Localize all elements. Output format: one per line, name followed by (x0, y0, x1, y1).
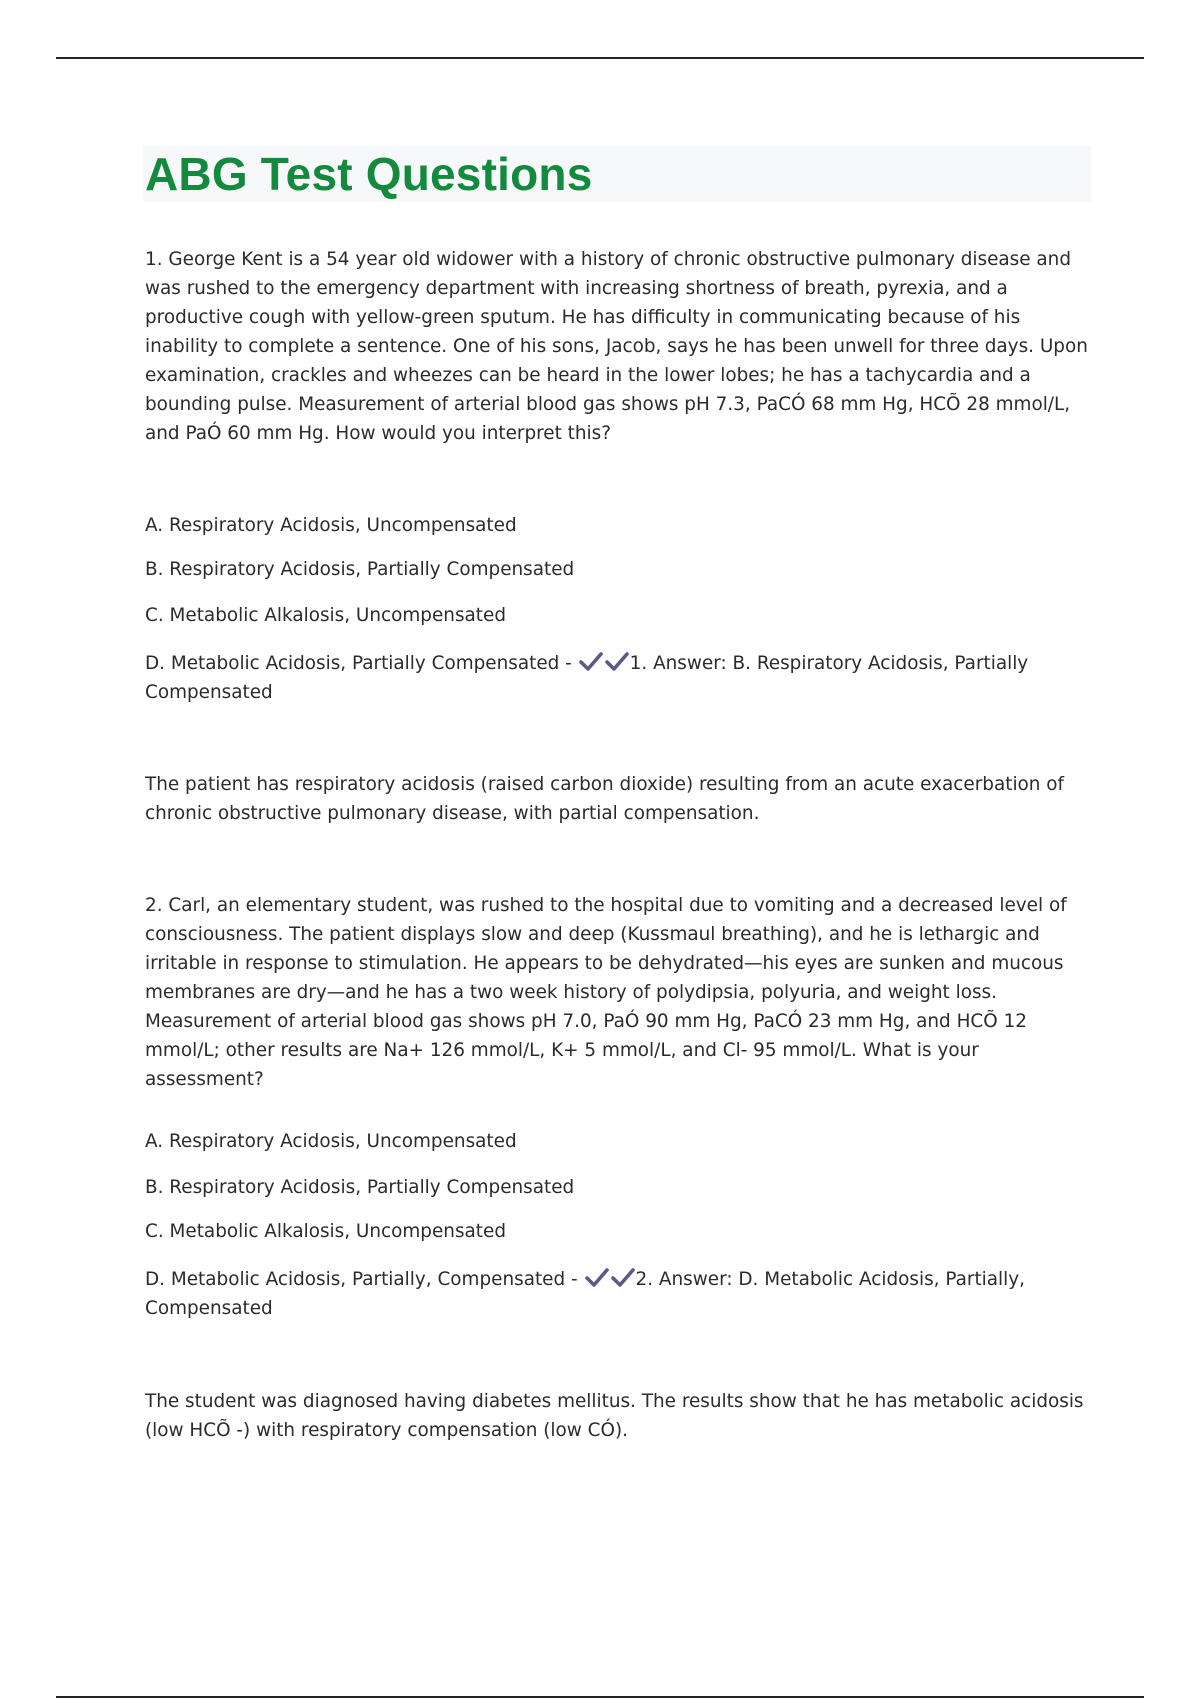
question-1-option-d-text: D. Metabolic Acidosis, Partially Compensated - (145, 653, 572, 674)
question-2-option-a: A. Respiratory Acidosis, Uncompensated (145, 1131, 517, 1152)
question-1-option-d (145, 649, 1095, 707)
question-2-answer: 2. Answer: D. Metabolic Acidosis, Partially, Compensated (145, 1269, 1025, 1319)
question-1-option-a: A. Respiratory Acidosis, Uncompensated (145, 515, 517, 536)
page-bottom-rule (56, 1696, 1144, 1698)
question-2-option-d-text: D. Metabolic Acidosis, Partially, Compensated - (145, 1269, 578, 1290)
check-icon (605, 651, 629, 673)
check-icon (579, 651, 603, 673)
question-1-stem: 1. George Kent is a 54 year old widower with a history of chronic obstructive pulmonary disease and was rushed to the emergency department with increasing shortness of breath, pyrexia, and a productive cough with yellow-green sputum. He has difficulty in communicating because of his inability to complete a sentence. One of his sons, Jacob, says he has been unwell for three days. Upon examination, crackles and wheezes can be heard in the lower lobes; he has a tachycardia and a bounding pulse. Measurement of arterial blood gas shows pH 7.3, PaCÓ 68 mm Hg, HCÕ 28 mmol/L, and PaÓ 60 mm Hg. How would you interpret this? (145, 249, 1088, 444)
check-icon (585, 1267, 609, 1289)
question-1-explanation: The patient has respiratory acidosis (raised carbon dioxide) resulting from an acute exacerbation of chronic obstructive pulmonary disease, with partial compensation. (145, 774, 1065, 824)
question-1-answer: 1. Answer: B. Respiratory Acidosis, Partially Compensated (145, 653, 1029, 703)
question-2-stem: 2. Carl, an elementary student, was rushed to the hospital due to vomiting and a decreased level of consciousness. The patient displays slow and deep (Kussmaul breathing), and he is lethargic and irritable in response to stimulation. He appears to be dehydrated—his eyes are sunken and mucous membranes are dry—and he has a two week history of polydipsia, polyuria, and weight loss. Measurement of arterial blood gas shows pH 7.0, PaÓ 90 mm Hg, PaCÓ 23 mm Hg, and HCÕ 12 mmol/L; other results are Na+ 126 mmol/L, K+ 5 mmol/L, and Cl- 95 mmol/L. What is your assessment? (145, 895, 1067, 1090)
question-1-option-c: C. Metabolic Alkalosis, Uncompensated (145, 605, 506, 626)
page-top-rule (56, 57, 1144, 59)
question-2-option-d (145, 1265, 1095, 1323)
question-2-option-c: C. Metabolic Alkalosis, Uncompensated (145, 1221, 506, 1242)
question-1-option-b: B. Respiratory Acidosis, Partially Compensated (145, 559, 575, 580)
check-icon (611, 1267, 635, 1289)
question-2-explanation: The student was diagnosed having diabetes mellitus. The results show that he has metabolic acidosis (low HCÕ -) with respiratory compensation (low CÓ). (145, 1391, 1084, 1441)
document-title: ABG Test Questions (145, 148, 593, 200)
question-2-option-b: B. Respiratory Acidosis, Partially Compensated (145, 1177, 575, 1198)
